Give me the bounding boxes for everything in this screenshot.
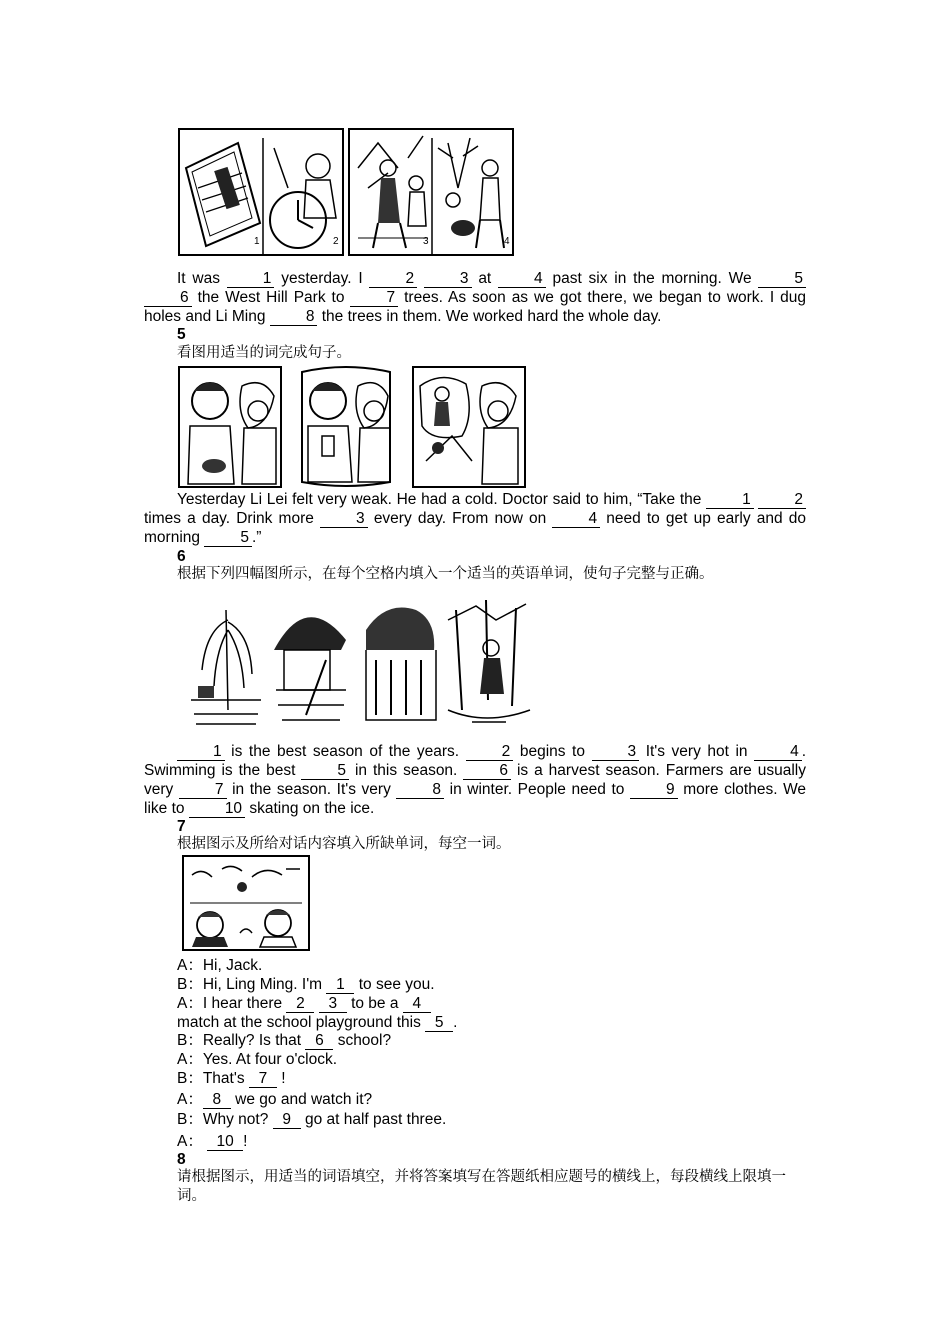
speaker-label: B： xyxy=(177,976,203,993)
passage-text: past six in the morning. We xyxy=(552,270,752,287)
dialogue-text: I hear there xyxy=(202,995,283,1012)
passage-text: is the best season of the years. xyxy=(231,743,460,760)
dialogue-line-6 xyxy=(177,1050,337,1069)
dialogue-text: Hi, Ling Ming. I'm xyxy=(202,976,323,993)
blank-5[interactable]: 5 xyxy=(204,530,252,547)
doctor-picture-2 xyxy=(296,366,396,488)
section-number-8: 8 xyxy=(177,1151,186,1168)
dialogue-text: That's xyxy=(202,1070,245,1087)
blank-2[interactable]: 2 xyxy=(758,492,806,509)
section5-passage xyxy=(144,490,806,547)
passage-text: times a day. Drink more xyxy=(144,510,314,527)
blank-8[interactable]: 8 xyxy=(396,782,444,799)
passage-text: every day. From now on xyxy=(373,510,547,527)
speaker-label: A： xyxy=(177,1051,203,1068)
dialogue-text: match at the school playground this xyxy=(177,1014,421,1031)
passage-text: It's very hot in xyxy=(645,743,748,760)
blank-2[interactable]: 2 xyxy=(369,271,417,288)
speaker-label: B： xyxy=(177,1111,203,1128)
dialogue-text: . xyxy=(453,1014,458,1031)
section4-passage xyxy=(144,269,806,326)
passage-text: skating on the ice. xyxy=(249,800,375,817)
passage-text: in winter. People need to xyxy=(449,781,625,798)
blank-4[interactable]: 4 xyxy=(498,271,546,288)
picture-number-1: 1 xyxy=(254,236,260,247)
blank-4[interactable]: 4 xyxy=(403,996,431,1013)
passage-text: . Swimming is the best xyxy=(144,743,807,779)
speaker-label: A： xyxy=(177,995,203,1012)
blank-3[interactable]: 3 xyxy=(592,744,640,761)
dialogue-line-9 xyxy=(177,1110,446,1129)
blank-5[interactable]: 5 xyxy=(758,271,806,288)
passage-text: trees. As soon as we got there, we began to work. I dug holes and Li Ming xyxy=(144,289,807,325)
blank-1[interactable]: 1 xyxy=(227,271,275,288)
speaker-label: A： xyxy=(177,957,203,974)
section5-instruction: 看图用适当的词完成句子。 xyxy=(177,345,351,361)
blank-3[interactable]: 3 xyxy=(319,996,347,1013)
doctor-sketch-3 xyxy=(412,366,526,488)
section-number-5: 5 xyxy=(177,326,186,343)
blank-7[interactable]: 7 xyxy=(350,290,398,307)
blank-7[interactable]: 7 xyxy=(249,1071,277,1088)
passage-text: Yesterday Li Lei felt very weak. He had a cold. Doctor said to him, “Take the xyxy=(177,491,702,508)
passage-text: more clothes. We like to xyxy=(144,781,807,817)
blank-8[interactable]: 8 xyxy=(203,1092,231,1109)
speaker-label: B： xyxy=(177,1032,203,1049)
picture-number-4: 4 xyxy=(504,236,510,247)
dialogue-line-1 xyxy=(177,956,262,975)
section-number-6: 6 xyxy=(177,548,186,565)
dialogue-line-8 xyxy=(177,1090,372,1109)
passage-text: begins to xyxy=(519,743,585,760)
blank-5[interactable]: 5 xyxy=(425,1015,453,1032)
playground-sketch xyxy=(182,855,310,951)
passage-text: need to get up early and do morning xyxy=(144,510,807,546)
blank-5[interactable]: 5 xyxy=(301,763,349,780)
four-seasons-picture xyxy=(186,590,536,730)
doctor-picture-1 xyxy=(178,366,282,488)
dialogue-line-4 xyxy=(177,1013,457,1032)
section-number-7: 7 xyxy=(177,818,186,835)
blank-1[interactable]: 1 xyxy=(177,744,225,761)
passage-text: in the season. It's very xyxy=(232,781,391,798)
passage-text: the West Hill Park to xyxy=(197,289,345,306)
dialogue-text: Hi, Jack. xyxy=(202,957,263,974)
tree-planting-sketch xyxy=(178,128,514,256)
passage-text: at xyxy=(478,270,492,287)
blank-6[interactable]: 6 xyxy=(305,1033,333,1050)
blank-1[interactable]: 1 xyxy=(706,492,754,509)
blank-1[interactable]: 1 xyxy=(326,977,354,994)
blank-10[interactable]: 10 xyxy=(189,801,245,818)
speaker-label: A： xyxy=(177,1133,203,1150)
blank-7[interactable]: 7 xyxy=(179,782,227,799)
tree-planting-picture xyxy=(178,128,514,256)
dialogue-text: we go and watch it? xyxy=(235,1091,373,1108)
blank-8[interactable]: 8 xyxy=(270,309,318,326)
dialogue-text: school? xyxy=(337,1032,392,1049)
dialogue-text: Really? Is that xyxy=(202,1032,302,1049)
speaker-label: B： xyxy=(177,1070,203,1087)
passage-text: is a harvest season. Farmers are usually very xyxy=(144,762,806,798)
dialogue-text: Yes. At four o'clock. xyxy=(202,1051,338,1068)
picture-number-2: 2 xyxy=(333,236,339,247)
blank-6[interactable]: 6 xyxy=(463,763,511,780)
blank-2[interactable]: 2 xyxy=(286,996,314,1013)
blank-3[interactable]: 3 xyxy=(424,271,472,288)
blank-10[interactable]: 10 xyxy=(207,1134,243,1151)
dialogue-line-2 xyxy=(177,975,435,994)
dialogue-text: Why not? xyxy=(202,1111,269,1128)
passage-text: yesterday. I xyxy=(281,270,363,287)
section6-instruction: 根据下列四幅图所示，在每个空格内填入一个适当的英语单词，使句子完整与正确。 xyxy=(177,566,714,582)
section7-instruction: 根据图示及所给对话内容填入所缺单词，每空一词。 xyxy=(177,836,511,852)
dialogue-text: go at half past three. xyxy=(304,1111,447,1128)
dialogue-line-7 xyxy=(177,1069,286,1088)
speaker-label: A： xyxy=(177,1091,203,1108)
dialogue-text: to see you. xyxy=(358,976,435,993)
blank-4[interactable]: 4 xyxy=(754,744,802,761)
dialogue-line-5 xyxy=(177,1031,391,1050)
doctor-sketch-2 xyxy=(296,366,396,488)
playground-picture xyxy=(182,855,310,951)
dialogue-text: ! xyxy=(243,1133,248,1150)
passage-text: It was xyxy=(177,270,220,287)
blank-3[interactable]: 3 xyxy=(320,511,368,528)
dialogue-line-3 xyxy=(177,994,431,1013)
blank-9[interactable]: 9 xyxy=(273,1112,301,1129)
blank-2[interactable]: 2 xyxy=(466,744,514,761)
blank-6[interactable]: 6 xyxy=(144,290,192,307)
dialogue-text: ! xyxy=(281,1070,286,1087)
doctor-sketch-1 xyxy=(178,366,282,488)
dialogue-text: to be a xyxy=(351,995,399,1012)
blank-9[interactable]: 9 xyxy=(630,782,678,799)
passage-text: in this season. xyxy=(354,762,458,779)
blank-4[interactable]: 4 xyxy=(552,511,600,528)
four-seasons-sketch xyxy=(186,590,536,730)
section6-passage xyxy=(144,742,806,818)
passage-text: the trees in them. We worked hard the whole day. xyxy=(321,308,662,325)
section8-instruction: 请根据图示，用适当的词语填空，并将答案填写在答题纸相应题号的横线上，每段横线上限填一词。 xyxy=(177,1169,786,1204)
passage-text: .” xyxy=(251,529,262,546)
picture-number-3: 3 xyxy=(423,236,429,247)
dialogue-line-10 xyxy=(177,1132,247,1151)
doctor-picture-3 xyxy=(412,366,526,488)
